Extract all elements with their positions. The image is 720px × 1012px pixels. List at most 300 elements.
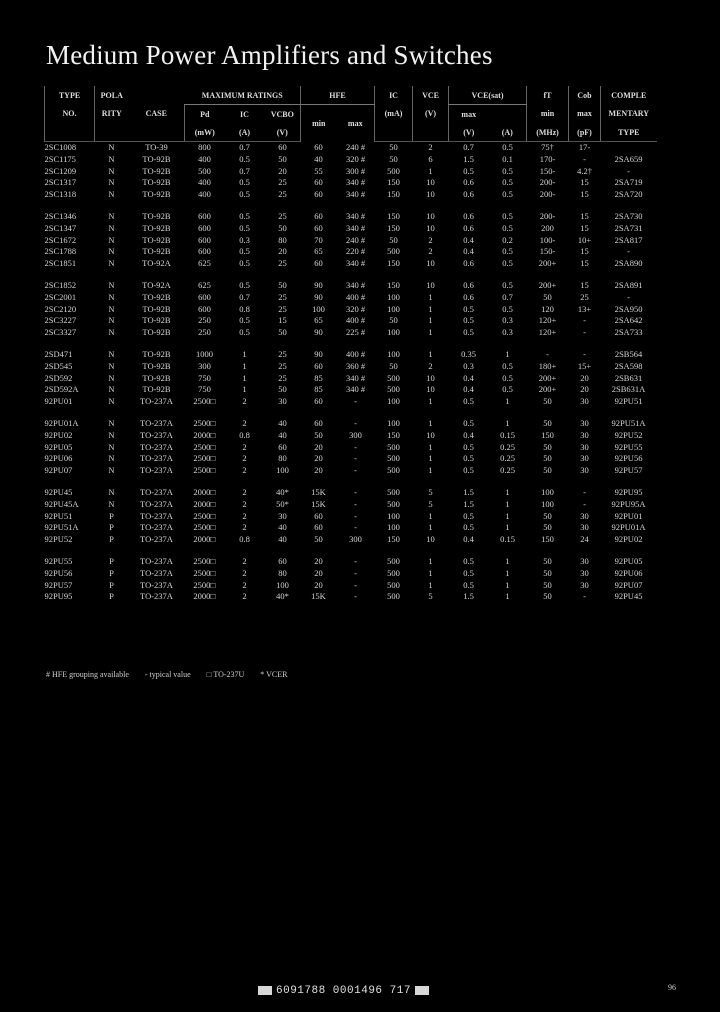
cell-ic-ma: 500 <box>387 555 400 566</box>
header-hfe-vce: VCE <box>413 86 449 105</box>
cell-complementary: 92PU51A <box>611 417 646 428</box>
cell-pd: 625 <box>198 258 211 269</box>
cell-case: TO-237A <box>140 534 173 545</box>
cell-cob: 30 <box>580 429 589 440</box>
cell-complementary: 92PU45 <box>614 591 643 602</box>
cell-polarity: N <box>108 453 115 464</box>
cell-hfe-max: - <box>354 465 357 476</box>
cell-cob: 30 <box>580 465 589 476</box>
header-ft: fT <box>527 86 569 105</box>
cell-hfe-max: 300 <box>349 534 362 545</box>
header-ic-unit: (A) <box>225 123 265 142</box>
cell-ft: 50 <box>543 453 552 464</box>
cell-vcbo: 80 <box>278 453 287 464</box>
cell-complementary: 2SA891 <box>614 279 643 290</box>
cell-vcesat-a: 1 <box>505 417 510 428</box>
cell-polarity: N <box>108 258 115 269</box>
cell-vcbo: 40 <box>278 417 287 428</box>
cell-ft: 50 <box>543 396 552 407</box>
cell-pd: 600 <box>198 234 211 245</box>
table-row <box>45 396 657 408</box>
cell-vcesat-v: 0.6 <box>463 258 474 269</box>
cell-pd: 2000□ <box>193 591 216 602</box>
cell-ic: 2 <box>242 396 247 407</box>
cell-vce: 10 <box>426 384 435 395</box>
cell-vcesat-v: 0.5 <box>463 441 474 452</box>
footnotes <box>46 670 302 679</box>
cell-cob: - <box>583 315 586 326</box>
cell-vcbo: 100 <box>276 465 289 476</box>
cell-ic: 2 <box>242 465 247 476</box>
cell-case: TO-237A <box>140 429 173 440</box>
cell-polarity: N <box>108 177 115 188</box>
cell-hfe-min: 90 <box>314 291 323 302</box>
cell-type-no: 2SC2120 <box>44 303 77 314</box>
cell-case: TO-92B <box>142 234 171 245</box>
cell-vce: 1 <box>428 417 433 428</box>
header-comp-mentary: MENTARY <box>601 105 657 124</box>
cell-cob: 15+ <box>577 360 592 371</box>
cell-vcesat-v: 0.6 <box>463 279 474 290</box>
cell-vcesat-v: 0.5 <box>463 522 474 533</box>
cell-polarity: N <box>108 417 115 428</box>
cell-ft: 150- <box>539 165 556 176</box>
cell-pd: 600 <box>198 210 211 221</box>
cell-cob: - <box>583 486 586 497</box>
cell-pd: 2000□ <box>193 534 216 545</box>
table-row <box>45 327 657 339</box>
cell-cob: 4.2† <box>577 165 592 176</box>
cell-vcesat-a: 0.3 <box>502 315 513 326</box>
header-ic: IC <box>240 109 249 119</box>
cell-pd: 2000□ <box>193 486 216 497</box>
cell-vcesat-v: 0.5 <box>463 315 474 326</box>
cell-hfe-min: 60 <box>314 360 323 371</box>
cell-pd: 2500□ <box>193 522 216 533</box>
cell-type-no: 92PU51 <box>44 510 73 521</box>
cell-type-no: 92PU07 <box>44 465 73 476</box>
header-vcesat-max: max <box>449 105 489 124</box>
cell-vcesat-v: 0.6 <box>463 222 474 233</box>
cell-case: TO-237A <box>140 522 173 533</box>
cell-complementary: - <box>627 165 630 176</box>
cell-hfe-max: 320 # <box>345 303 366 314</box>
cell-complementary: 92PU07 <box>614 579 643 590</box>
table-row <box>45 166 657 178</box>
cell-vce: 10 <box>426 258 435 269</box>
cell-vcesat-v: 0.5 <box>463 555 474 566</box>
cell-pd: 2500□ <box>193 555 216 566</box>
cell-pd: 250 <box>198 327 211 338</box>
cell-cob: 20 <box>580 384 589 395</box>
cell-ft: 50 <box>543 567 552 578</box>
cell-ic: 0.7 <box>239 165 250 176</box>
cell-complementary: 92PU01 <box>614 510 643 521</box>
row-spacer <box>45 546 657 556</box>
cell-vcesat-v: 0.6 <box>463 210 474 221</box>
header-ft-min: min <box>527 105 569 124</box>
cell-vcbo: 50 <box>278 327 287 338</box>
table-row <box>45 349 657 361</box>
cell-hfe-max: 320 # <box>345 153 366 164</box>
cell-polarity: P <box>109 567 114 578</box>
cell-vcesat-a: 0.5 <box>502 177 513 188</box>
cell-ic-ma: 500 <box>387 465 400 476</box>
cell-vcesat-v: 0.7 <box>463 142 474 152</box>
header-comp-type: TYPE <box>601 123 657 142</box>
cell-type-no: 2SC1672 <box>44 234 77 245</box>
cell-case: TO-237A <box>140 579 173 590</box>
cell-case: TO-237A <box>140 465 173 476</box>
cell-vce: 1 <box>428 315 433 326</box>
cell-vcesat-a: 0.3 <box>502 327 513 338</box>
cell-vce: 1 <box>428 555 433 566</box>
cell-vce: 2 <box>428 234 433 245</box>
table-row <box>45 418 657 430</box>
cell-type-no: 92PU05 <box>44 441 73 452</box>
cell-cob: 30 <box>580 522 589 533</box>
cell-polarity: P <box>109 591 114 602</box>
cell-case: TO-237A <box>140 453 173 464</box>
cell-pd: 2500□ <box>193 417 216 428</box>
cell-ic-ma: 50 <box>389 234 398 245</box>
cell-hfe-min: 90 <box>314 348 323 359</box>
cell-hfe-min: 65 <box>314 246 323 257</box>
cell-pd: 750 <box>198 384 211 395</box>
cell-hfe-min: 60 <box>314 141 323 152</box>
cell-vcesat-a: 1 <box>505 555 510 566</box>
header-type: TYPE <box>45 86 95 105</box>
cell-complementary: 2SB564 <box>614 348 643 359</box>
table-row <box>45 223 657 235</box>
cell-hfe-max: 225 # <box>345 327 366 338</box>
cell-ic: 0.7 <box>239 291 250 302</box>
cell-pd: 2000□ <box>193 498 216 509</box>
cell-type-no: 92PU01 <box>44 396 73 407</box>
cell-ft: 50 <box>543 555 552 566</box>
cell-type-no: 2SC1175 <box>44 153 76 164</box>
cell-type-no: 92PU45A <box>44 498 79 509</box>
cell-ic-ma: 100 <box>387 396 400 407</box>
cell-vce: 1 <box>428 348 433 359</box>
cell-complementary <box>601 142 657 154</box>
cell-type-no: 2SC2001 <box>44 291 77 302</box>
cell-cob: 15 <box>580 222 589 233</box>
cell-hfe-min: 60 <box>314 210 323 221</box>
cell-polarity: N <box>108 327 115 338</box>
cell-vce: 1 <box>428 165 433 176</box>
cell-hfe-max: 240 # <box>345 141 366 152</box>
cell-ft: 100- <box>539 234 556 245</box>
cell-vcbo: 30 <box>278 396 287 407</box>
cell-complementary: 2SA598 <box>614 360 643 371</box>
cell-complementary: 92PU57 <box>614 465 643 476</box>
cell-hfe-min: 60 <box>314 417 323 428</box>
cell-hfe-max: 300 <box>349 429 362 440</box>
cell-polarity: N <box>108 246 115 257</box>
cell-ic-ma: 150 <box>387 534 400 545</box>
cell-vcesat-v: 0.4 <box>463 429 474 440</box>
cell-case: TO-237A <box>140 441 173 452</box>
cell-polarity: P <box>109 534 114 545</box>
cell-ic: 0.8 <box>239 429 250 440</box>
cell-complementary: 2SA659 <box>614 153 643 164</box>
cell-type-no: 92PU52 <box>44 534 73 545</box>
cell-vcbo: 50 <box>278 153 287 164</box>
table-row <box>45 430 657 442</box>
cell-vcesat-v: 0.5 <box>463 465 474 476</box>
cell-vce: 1 <box>428 303 433 314</box>
cell-case: TO-92B <box>142 327 171 338</box>
cell-polarity: N <box>108 303 115 314</box>
page-number: 96 <box>668 983 676 992</box>
cell-type-no: 92PU55 <box>44 555 73 566</box>
cell-vce: 10 <box>426 222 435 233</box>
header-case: CASE <box>145 109 167 119</box>
cell-ft: 200 <box>541 222 554 233</box>
cell-hfe-min: 15K <box>311 498 326 509</box>
cell-ic: 0.8 <box>239 303 250 314</box>
cell-vce: 5 <box>428 486 433 497</box>
cell-complementary: 92PU01A <box>611 522 646 533</box>
cell-ft: 120+ <box>538 327 557 338</box>
cell-vcesat-v: 0.4 <box>463 234 474 245</box>
header-hfe-ic: IC <box>375 86 413 105</box>
cell-hfe-max: - <box>354 591 357 602</box>
cell-case: TO-92B <box>142 360 171 371</box>
header-hfe-min: min <box>301 105 337 142</box>
header-type-no: NO. <box>45 105 95 124</box>
cell-hfe-min: 85 <box>314 384 323 395</box>
cell-vcesat-a: 1 <box>505 348 510 359</box>
cell-complementary: 92PU55 <box>614 441 643 452</box>
table-row <box>45 499 657 511</box>
cell-vcesat-v: 0.5 <box>463 579 474 590</box>
cell-hfe-min: 100 <box>312 303 325 314</box>
cell-vcbo: 80 <box>278 234 287 245</box>
cell-ft: 170- <box>539 153 556 164</box>
table-row <box>45 246 657 258</box>
cell-hfe-min: 90 <box>314 327 323 338</box>
row-spacer <box>45 201 657 211</box>
cell-vcbo: 50 <box>278 384 287 395</box>
cell-complementary: 92PU51 <box>614 396 643 407</box>
cell-ic-ma: 150 <box>387 210 400 221</box>
cell-cob: 30 <box>580 567 589 578</box>
cell-vcesat-a: 1 <box>505 579 510 590</box>
cell-ic-ma: 100 <box>387 348 400 359</box>
cell-pd: 250 <box>198 315 211 326</box>
cell-vcbo: 40 <box>278 534 287 545</box>
cell-ic-ma: 100 <box>387 303 400 314</box>
cell-vcesat-a: 0.5 <box>502 372 513 383</box>
header-vcbo-unit: (V) <box>265 123 301 142</box>
cell-cob: 30 <box>580 396 589 407</box>
cell-pd: 500 <box>198 165 211 176</box>
cell-ft: 200+ <box>538 372 557 383</box>
header-pd: Pd <box>185 105 225 124</box>
cell-vce: 5 <box>428 498 433 509</box>
cell-hfe-min: 20 <box>314 555 323 566</box>
cell-vcesat-v: 1.5 <box>463 153 474 164</box>
cell-vcesat-a: 0.25 <box>500 453 515 464</box>
table-row <box>45 442 657 454</box>
table-row <box>45 189 657 201</box>
cell-vcesat-v: 0.5 <box>463 510 474 521</box>
cell-ic: 2 <box>242 591 247 602</box>
cell-vcesat-a: 0.5 <box>502 360 513 371</box>
header-comp: COMPLE <box>601 86 657 105</box>
cell-complementary: - <box>627 291 630 302</box>
table-row <box>45 556 657 568</box>
table-row <box>45 487 657 499</box>
table-row <box>45 568 657 580</box>
cell-cob: 15 <box>580 246 589 257</box>
header-hfe-vce-unit: (V) <box>413 105 449 124</box>
cell-case: TO-237A <box>140 591 173 602</box>
cell-ft: 50 <box>543 291 552 302</box>
cell-ic: 0.5 <box>239 153 250 164</box>
cell-polarity: N <box>108 142 115 152</box>
spec-table <box>44 86 657 603</box>
cell-vce: 1 <box>428 510 433 521</box>
cell-vcesat-v: 0.6 <box>463 177 474 188</box>
cell-ft: 75† <box>541 142 554 152</box>
header-cob-unit: (pF) <box>569 123 601 142</box>
cell-vcesat-a: 0.25 <box>500 465 515 476</box>
cell-case: TO-39 <box>145 142 168 152</box>
cell-vcbo: 25 <box>278 360 287 371</box>
cell-polarity: N <box>108 348 115 359</box>
cell-ic-ma: 50 <box>389 153 398 164</box>
table-row <box>45 258 657 270</box>
cell-ic-ma: 500 <box>387 165 400 176</box>
cell-type-no: 2SC1318 <box>44 189 77 200</box>
cell-ic: 0.5 <box>239 177 250 188</box>
cell-ft: 100 <box>541 498 554 509</box>
cell-complementary: 2SA719 <box>614 177 643 188</box>
cell-case: TO-92B <box>142 222 171 233</box>
cell-hfe-min: 60 <box>314 222 323 233</box>
cell-vce: 5 <box>428 591 433 602</box>
cell-hfe-min: 40 <box>314 153 323 164</box>
cell-cob: 15 <box>580 279 589 290</box>
barcode-strip <box>254 985 433 997</box>
cell-vcesat-a: 0.5 <box>502 165 513 176</box>
cell-polarity: N <box>108 165 115 176</box>
table-row <box>45 315 657 327</box>
cell-vce: 10 <box>426 429 435 440</box>
cell-vcbo: 50* <box>276 498 289 509</box>
cell-vcbo: 50 <box>278 279 287 290</box>
cell-hfe-max: - <box>354 417 357 428</box>
cell-case: TO-92B <box>142 177 171 188</box>
cell-cob: - <box>583 153 586 164</box>
cell-ft: 50 <box>543 417 552 428</box>
cell-ic: 2 <box>242 498 247 509</box>
cell-vcesat-v: 1.5 <box>463 486 474 497</box>
cell-polarity: N <box>108 396 115 407</box>
cell-ic: 2 <box>242 579 247 590</box>
cell-ic: 0.7 <box>239 142 250 152</box>
cell-polarity: P <box>109 510 114 521</box>
cell-ic-ma: 100 <box>387 327 400 338</box>
cell-hfe-min: 50 <box>314 534 323 545</box>
cell-vcbo: 60 <box>278 142 287 152</box>
cell-complementary: 2SA730 <box>614 210 643 221</box>
cell-hfe-min: 60 <box>314 177 323 188</box>
cell-ft: 50 <box>543 441 552 452</box>
cell-type-no: 2SC1788 <box>44 246 77 257</box>
cell-case: TO-237A <box>140 567 173 578</box>
cell-hfe-min: 20 <box>314 465 323 476</box>
cell-hfe-min: 65 <box>314 315 323 326</box>
table-row <box>45 465 657 477</box>
cell-ft: 200- <box>539 189 556 200</box>
cell-vcbo: 20 <box>278 246 287 257</box>
table-row <box>45 453 657 465</box>
cell-complementary: 2SA731 <box>614 222 643 233</box>
cell-vcbo: 100 <box>276 579 289 590</box>
cell-vcbo: 50 <box>278 222 287 233</box>
table-row <box>45 511 657 523</box>
cell-ft: 120 <box>541 303 554 314</box>
cell-type-no: 2SD592A <box>44 384 79 395</box>
table-row <box>45 580 657 592</box>
cell-hfe-min: 20 <box>314 441 323 452</box>
cell-hfe-min: 15K <box>311 486 326 497</box>
cell-case: TO-237A <box>140 510 173 521</box>
cell-ic-ma: 100 <box>387 291 400 302</box>
table-row <box>45 534 657 546</box>
cell-ft: 50 <box>543 591 552 602</box>
cell-polarity: N <box>108 384 115 395</box>
header-hfe-ic-unit: (mA) <box>375 105 413 124</box>
cell-complementary: 92PU95A <box>611 498 646 509</box>
cell-vcesat-a: 0.5 <box>502 142 513 152</box>
cell-case: TO-92B <box>142 291 171 302</box>
cell-ft: 150 <box>541 534 554 545</box>
cell-vcesat-v: 0.6 <box>463 189 474 200</box>
cell-hfe-max: - <box>354 522 357 533</box>
cell-vcesat-v: 0.5 <box>463 303 474 314</box>
cell-vcbo: 40* <box>276 591 289 602</box>
cell-vcesat-a: 1 <box>505 522 510 533</box>
cell-pd: 600 <box>198 303 211 314</box>
cell-ic: 0.5 <box>239 327 250 338</box>
cell-hfe-max: 340 # <box>345 222 366 233</box>
cell-ft: 200- <box>539 177 556 188</box>
cell-vce: 1 <box>428 291 433 302</box>
cell-cob: 17- <box>578 142 591 152</box>
cell-vcesat-a: 0.15 <box>500 534 515 545</box>
cell-hfe-max: 400 # <box>345 348 366 359</box>
cell-complementary: 2SA642 <box>614 315 643 326</box>
cell-ic: 0.5 <box>239 258 250 269</box>
cell-vce: 6 <box>428 153 433 164</box>
cell-type-no: 2SC1317 <box>44 177 77 188</box>
cell-case: TO-92B <box>142 189 171 200</box>
cell-vcbo: 25 <box>278 372 287 383</box>
cell-complementary: 2SB631A <box>611 384 646 395</box>
cell-vcesat-a: 0.25 <box>500 441 515 452</box>
table-row <box>45 292 657 304</box>
cell-vcesat-a: 1 <box>505 498 510 509</box>
table-row <box>45 177 657 189</box>
cell-complementary: 92PU56 <box>614 453 643 464</box>
cell-vce: 2 <box>428 246 433 257</box>
cell-case: TO-92A <box>142 279 171 290</box>
